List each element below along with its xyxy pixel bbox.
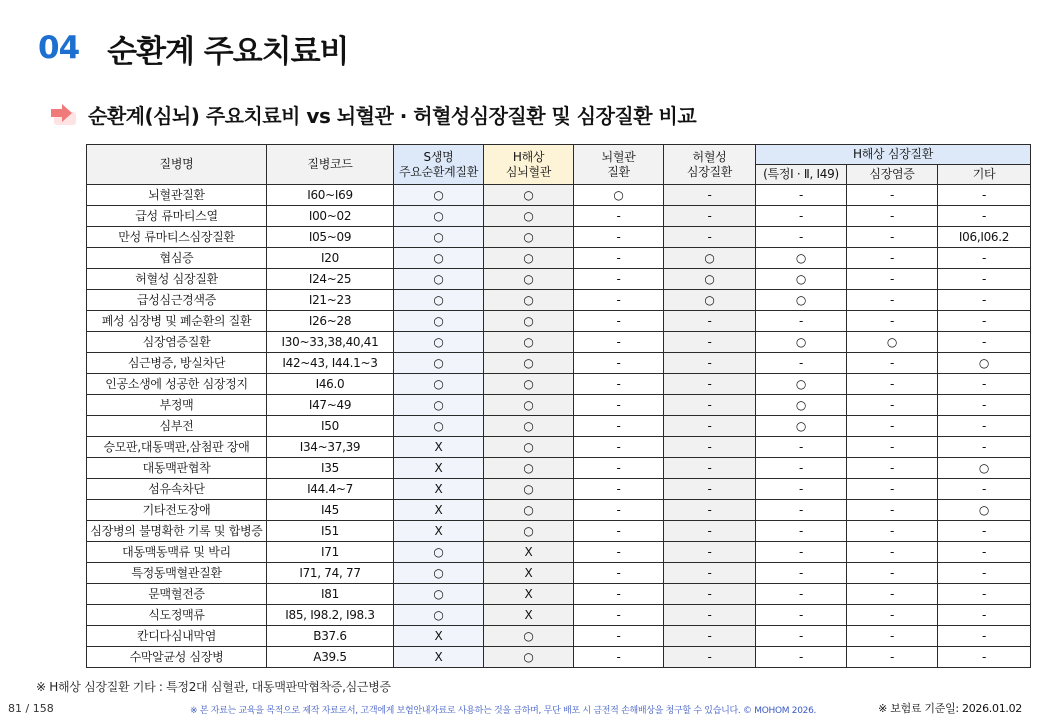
disease-cell: 부정맥 (87, 395, 267, 416)
endocarditis-cell: - (847, 605, 938, 626)
special-cell: - (756, 647, 847, 668)
code-cell: I35 (267, 458, 394, 479)
h-cerebro-cell: ○ (484, 647, 574, 668)
h-cerebro-cell: ○ (484, 395, 574, 416)
table-row (87, 458, 1031, 479)
s-life-cell: X (394, 437, 484, 458)
arrow-right-icon (48, 101, 78, 127)
other-cell: - (938, 416, 1031, 437)
h-cerebro-cell: ○ (484, 458, 574, 479)
other-cell: - (938, 311, 1031, 332)
special-cell: ○ (756, 248, 847, 269)
endocarditis-cell: - (847, 458, 938, 479)
s-life-cell: ○ (394, 584, 484, 605)
special-cell: - (756, 437, 847, 458)
h-cerebro-cell: X (484, 605, 574, 626)
disease-cell: 급성 류마티스열 (87, 206, 267, 227)
s-life-cell: X (394, 626, 484, 647)
other-cell: - (938, 479, 1031, 500)
disease-cell: 협심증 (87, 248, 267, 269)
special-cell: ○ (756, 332, 847, 353)
disease-cell: 심근병증, 방실차단 (87, 353, 267, 374)
subheading-text: 순환계(심뇌) 주요치료비 vs 뇌혈관 · 허혈성심장질환 및 심장질환 비교 (88, 103, 697, 128)
h-cerebro-cell: ○ (484, 332, 574, 353)
cerebrovascular-cell: - (574, 584, 664, 605)
other-cell: - (938, 395, 1031, 416)
cerebrovascular-cell: - (574, 479, 664, 500)
h-cerebro-cell: ○ (484, 374, 574, 395)
h-cerebro-cell: ○ (484, 290, 574, 311)
code-cell: I60~I69 (267, 185, 394, 206)
special-cell: ○ (756, 416, 847, 437)
s-life-cell: X (394, 521, 484, 542)
cerebrovascular-cell: - (574, 437, 664, 458)
ischemic-cell: - (664, 542, 756, 563)
cerebrovascular-cell: - (574, 458, 664, 479)
special-cell: - (756, 227, 847, 248)
disease-cell: 심장병의 불명확한 기록 및 합병증 (87, 521, 267, 542)
comparison-table (86, 144, 1031, 668)
code-cell: A39.5 (267, 647, 394, 668)
cerebrovascular-cell: - (574, 332, 664, 353)
header-cerebrovascular-text: 뇌혈관 질환 (601, 149, 636, 179)
table-row (87, 416, 1031, 437)
code-cell: B37.6 (267, 626, 394, 647)
endocarditis-cell: ○ (847, 332, 938, 353)
ischemic-cell: - (664, 563, 756, 584)
cerebrovascular-cell: - (574, 374, 664, 395)
other-cell: - (938, 647, 1031, 668)
s-life-cell: ○ (394, 185, 484, 206)
h-cerebro-cell: ○ (484, 227, 574, 248)
cerebrovascular-cell: - (574, 416, 664, 437)
special-cell: ○ (756, 374, 847, 395)
code-cell: I00~02 (267, 206, 394, 227)
header-s-life-text: S생명 주요순환계질환 (398, 149, 479, 179)
s-life-cell: ○ (394, 353, 484, 374)
code-cell: I34~37,39 (267, 437, 394, 458)
endocarditis-cell: - (847, 374, 938, 395)
header-disease: 질병명 (87, 145, 267, 185)
subheading (48, 98, 696, 130)
h-cerebro-cell: X (484, 563, 574, 584)
other-cell: - (938, 521, 1031, 542)
header-code: 질병코드 (267, 145, 394, 185)
ischemic-cell: - (664, 416, 756, 437)
cerebrovascular-cell: - (574, 542, 664, 563)
special-cell: - (756, 458, 847, 479)
ischemic-cell: - (664, 311, 756, 332)
s-life-cell: ○ (394, 227, 484, 248)
header-s-life (394, 145, 484, 185)
other-cell: - (938, 290, 1031, 311)
cerebrovascular-cell: ○ (574, 185, 664, 206)
page-number: 81 / 158 (8, 702, 54, 715)
s-life-cell: ○ (394, 542, 484, 563)
disease-cell: 폐성 심장병 및 폐순환의 질환 (87, 311, 267, 332)
cerebrovascular-cell: - (574, 563, 664, 584)
ischemic-cell: - (664, 584, 756, 605)
special-cell: - (756, 563, 847, 584)
s-life-cell: X (394, 458, 484, 479)
other-cell: - (938, 626, 1031, 647)
other-cell: - (938, 248, 1031, 269)
other-cell: ○ (938, 500, 1031, 521)
endocarditis-cell: - (847, 206, 938, 227)
h-cerebro-cell: ○ (484, 479, 574, 500)
s-life-cell: ○ (394, 248, 484, 269)
ischemic-cell: - (664, 395, 756, 416)
special-cell: - (756, 311, 847, 332)
special-cell: ○ (756, 395, 847, 416)
endocarditis-cell: - (847, 353, 938, 374)
s-life-cell: ○ (394, 206, 484, 227)
h-cerebro-cell: ○ (484, 185, 574, 206)
disease-cell: 심장염증질환 (87, 332, 267, 353)
table-row (87, 311, 1031, 332)
disease-cell: 식도정맥류 (87, 605, 267, 626)
table-row (87, 374, 1031, 395)
ischemic-cell: ○ (664, 269, 756, 290)
disclaimer: ※ 본 자료는 교육을 목적으로 제작 자료로서, 고객에게 보험안내자료로 사용하는 것을 금하며, 무단 배포 시 금전적 손해배상을 청구할 수 있습니다. © MOHOM 2026. (190, 706, 817, 716)
ischemic-cell: - (664, 332, 756, 353)
h-cerebro-cell: ○ (484, 269, 574, 290)
cerebrovascular-cell: - (574, 395, 664, 416)
header-h-cerebro-text: H해상 심뇌혈관 (505, 149, 552, 179)
header-other: 기타 (938, 165, 1031, 185)
disease-cell: 특정동맥혈관질환 (87, 563, 267, 584)
table-row (87, 647, 1031, 668)
cerebrovascular-cell: - (574, 626, 664, 647)
code-cell: I45 (267, 500, 394, 521)
other-cell: - (938, 269, 1031, 290)
s-life-cell: ○ (394, 605, 484, 626)
cerebrovascular-cell: - (574, 269, 664, 290)
cerebrovascular-cell: - (574, 605, 664, 626)
endocarditis-cell: - (847, 290, 938, 311)
disease-cell: 인공소생에 성공한 심장정지 (87, 374, 267, 395)
table-row (87, 185, 1031, 206)
disease-cell: 기타전도장애 (87, 500, 267, 521)
table-row (87, 479, 1031, 500)
s-life-cell: ○ (394, 563, 484, 584)
other-cell: - (938, 584, 1031, 605)
endocarditis-cell: - (847, 626, 938, 647)
h-cerebro-cell: ○ (484, 353, 574, 374)
header-endocarditis: 심장염증 (847, 165, 938, 185)
header-h-cerebro (484, 145, 574, 185)
header-cerebrovascular (574, 145, 664, 185)
ischemic-cell: - (664, 206, 756, 227)
disease-cell: 문맥혈전증 (87, 584, 267, 605)
endocarditis-cell: - (847, 395, 938, 416)
ischemic-cell: ○ (664, 290, 756, 311)
other-cell: ○ (938, 353, 1031, 374)
disease-cell: 대동맥동맥류 및 박리 (87, 542, 267, 563)
table-row (87, 248, 1031, 269)
ischemic-cell: - (664, 353, 756, 374)
ischemic-cell: - (664, 479, 756, 500)
code-cell: I71 (267, 542, 394, 563)
code-cell: I47~49 (267, 395, 394, 416)
special-cell: - (756, 605, 847, 626)
other-cell: - (938, 437, 1031, 458)
other-cell: - (938, 185, 1031, 206)
other-cell: - (938, 374, 1031, 395)
ischemic-cell: - (664, 374, 756, 395)
endocarditis-cell: - (847, 479, 938, 500)
endocarditis-cell: - (847, 248, 938, 269)
cerebrovascular-cell: - (574, 227, 664, 248)
code-cell: I21~23 (267, 290, 394, 311)
h-cerebro-cell: ○ (484, 437, 574, 458)
h-cerebro-cell: X (484, 542, 574, 563)
table-row (87, 584, 1031, 605)
s-life-cell: ○ (394, 311, 484, 332)
endocarditis-cell: - (847, 227, 938, 248)
page-header (38, 26, 349, 70)
code-cell: I81 (267, 584, 394, 605)
code-cell: I85, I98.2, I98.3 (267, 605, 394, 626)
code-cell: I51 (267, 521, 394, 542)
endocarditis-cell: - (847, 437, 938, 458)
other-cell: ○ (938, 458, 1031, 479)
endocarditis-cell: - (847, 500, 938, 521)
code-cell: I50 (267, 416, 394, 437)
other-cell: - (938, 206, 1031, 227)
ischemic-cell: - (664, 437, 756, 458)
section-number: 04 (38, 30, 80, 66)
table-row (87, 521, 1031, 542)
endocarditis-cell: - (847, 563, 938, 584)
endocarditis-cell: - (847, 647, 938, 668)
ischemic-cell: - (664, 185, 756, 206)
page-title: 순환계 주요치료비 (107, 33, 349, 70)
code-cell: I05~09 (267, 227, 394, 248)
ischemic-cell: - (664, 227, 756, 248)
header-ischemic-text: 허혈성 심장질환 (686, 149, 733, 179)
special-cell: - (756, 185, 847, 206)
special-cell: ○ (756, 269, 847, 290)
disease-cell: 승모판,대동맥판,삼첨판 장애 (87, 437, 267, 458)
h-cerebro-cell: ○ (484, 311, 574, 332)
s-life-cell: ○ (394, 395, 484, 416)
other-cell: - (938, 332, 1031, 353)
special-cell: - (756, 353, 847, 374)
code-cell: I42~43, I44.1~3 (267, 353, 394, 374)
table-row (87, 269, 1031, 290)
cerebrovascular-cell: - (574, 647, 664, 668)
code-cell: I44.4~7 (267, 479, 394, 500)
h-cerebro-cell: ○ (484, 521, 574, 542)
ischemic-cell: - (664, 647, 756, 668)
other-cell: I06,I06.2 (938, 227, 1031, 248)
endocarditis-cell: - (847, 521, 938, 542)
endocarditis-cell: - (847, 416, 938, 437)
ischemic-cell: - (664, 605, 756, 626)
table-row (87, 332, 1031, 353)
table-row (87, 290, 1031, 311)
other-cell: - (938, 605, 1031, 626)
s-life-cell: ○ (394, 374, 484, 395)
table-row (87, 542, 1031, 563)
table-row (87, 563, 1031, 584)
code-cell: I24~25 (267, 269, 394, 290)
table-row (87, 353, 1031, 374)
table-row (87, 206, 1031, 227)
header-special: (특정Ⅰ · Ⅱ, I49) (756, 165, 847, 185)
header-h-heart-group: H해상 심장질환 (756, 145, 1031, 165)
s-life-cell: ○ (394, 269, 484, 290)
table-row (87, 605, 1031, 626)
code-cell: I26~28 (267, 311, 394, 332)
endocarditis-cell: - (847, 185, 938, 206)
table-body (87, 185, 1031, 668)
table-row (87, 395, 1031, 416)
h-cerebro-cell: ○ (484, 626, 574, 647)
h-cerebro-cell: ○ (484, 248, 574, 269)
h-cerebro-cell: ○ (484, 500, 574, 521)
special-cell: ○ (756, 290, 847, 311)
h-cerebro-cell: ○ (484, 416, 574, 437)
special-cell: - (756, 542, 847, 563)
s-life-cell: ○ (394, 416, 484, 437)
disease-cell: 뇌혈관질환 (87, 185, 267, 206)
table-row (87, 500, 1031, 521)
h-cerebro-cell: X (484, 584, 574, 605)
base-date: ※ 보험료 기준일: 2026.01.02 (878, 702, 1022, 715)
ischemic-cell: - (664, 521, 756, 542)
special-cell: - (756, 626, 847, 647)
special-cell: - (756, 584, 847, 605)
special-cell: - (756, 521, 847, 542)
s-life-cell: ○ (394, 332, 484, 353)
header-ischemic (664, 145, 756, 185)
endocarditis-cell: - (847, 311, 938, 332)
s-life-cell: X (394, 479, 484, 500)
ischemic-cell: - (664, 458, 756, 479)
ischemic-cell: ○ (664, 248, 756, 269)
cerebrovascular-cell: - (574, 521, 664, 542)
other-cell: - (938, 542, 1031, 563)
special-cell: - (756, 479, 847, 500)
disease-cell: 허혈성 심장질환 (87, 269, 267, 290)
code-cell: I30~33,38,40,41 (267, 332, 394, 353)
other-cell: - (938, 563, 1031, 584)
disease-cell: 수막알균성 심장병 (87, 647, 267, 668)
table-row (87, 626, 1031, 647)
endocarditis-cell: - (847, 269, 938, 290)
cerebrovascular-cell: - (574, 500, 664, 521)
special-cell: - (756, 500, 847, 521)
endocarditis-cell: - (847, 542, 938, 563)
s-life-cell: X (394, 647, 484, 668)
cerebrovascular-cell: - (574, 206, 664, 227)
disease-cell: 만성 류마티스심장질환 (87, 227, 267, 248)
cerebrovascular-cell: - (574, 353, 664, 374)
ischemic-cell: - (664, 626, 756, 647)
code-cell: I20 (267, 248, 394, 269)
table-row (87, 437, 1031, 458)
ischemic-cell: - (664, 500, 756, 521)
special-cell: - (756, 206, 847, 227)
endocarditis-cell: - (847, 584, 938, 605)
footnote: ※ H해상 심장질환 기타 : 특정2대 심혈관, 대동맥판막협착증,심근병증 (36, 680, 391, 694)
disease-cell: 심부전 (87, 416, 267, 437)
code-cell: I71, 74, 77 (267, 563, 394, 584)
disease-cell: 대동맥판협착 (87, 458, 267, 479)
cerebrovascular-cell: - (574, 311, 664, 332)
cerebrovascular-cell: - (574, 290, 664, 311)
disease-cell: 급성심근경색증 (87, 290, 267, 311)
code-cell: I46.0 (267, 374, 394, 395)
s-life-cell: X (394, 500, 484, 521)
cerebrovascular-cell: - (574, 248, 664, 269)
table-row (87, 227, 1031, 248)
s-life-cell: ○ (394, 290, 484, 311)
disease-cell: 칸디다심내막염 (87, 626, 267, 647)
h-cerebro-cell: ○ (484, 206, 574, 227)
disease-cell: 섬유속차단 (87, 479, 267, 500)
